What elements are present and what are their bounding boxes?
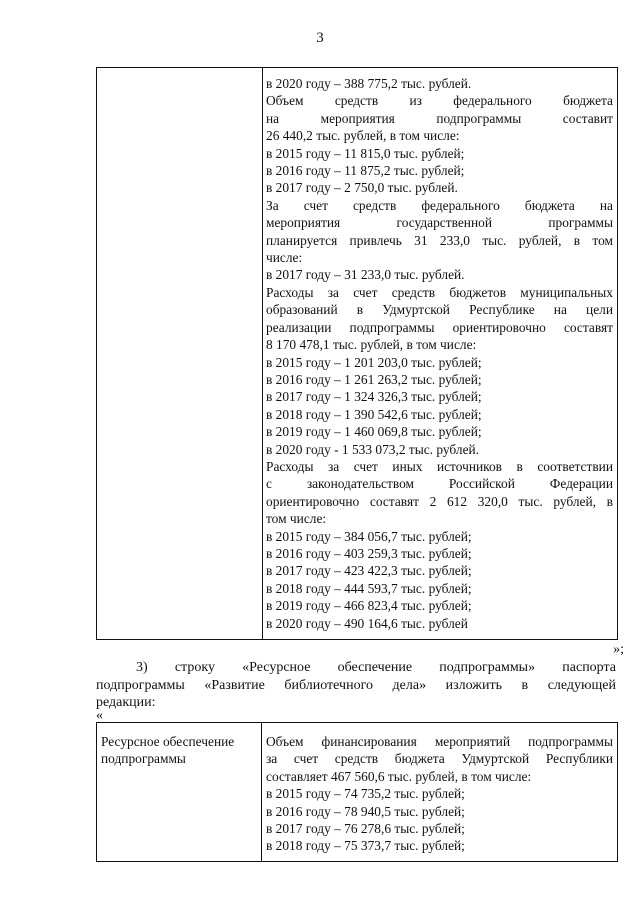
table-line: реализации подпрограммы ориентировочно составят: [266, 319, 613, 335]
table-line: мероприятия государственной программы: [266, 215, 613, 231]
closing-quote: »;: [613, 642, 624, 657]
table-line: в 2017 году – 31 233,0 тыс. рублей.: [266, 267, 465, 283]
table-line: Расходы за счет иных источников в соответствии: [266, 458, 613, 474]
table-line: 26 440,2 тыс. рублей, в том числе:: [266, 128, 460, 144]
row-label-line: Ресурсное обеспечение: [101, 734, 235, 749]
resource-provision-table: [96, 722, 618, 862]
table-line: с законодательством Российской Федерации: [266, 476, 613, 492]
amendment-paragraph: [96, 659, 616, 712]
table-left-cell-empty: [97, 68, 263, 639]
table-line: Объем финансирования мероприятий подпрограммы: [266, 734, 613, 749]
table-line: в 2015 году – 11 815,0 тыс. рублей;: [266, 145, 465, 161]
table-line: в 2016 году – 78 940,5 тыс. рублей;: [266, 803, 465, 819]
table-line: за счет средств бюджета Удмуртской Республики: [266, 751, 613, 767]
table-line: 8 170 478,1 тыс. рублей, в том числе:: [266, 337, 477, 353]
paragraph-line: редакции:: [96, 695, 156, 711]
paragraph-line: 3) строку «Ресурсное обеспечение подпрограммы» паспорта: [136, 660, 616, 675]
table-line: составляет 467 560,6 тыс. рублей, в том числе:: [266, 768, 532, 784]
opening-quote: «: [96, 708, 103, 723]
table-line: в 2018 году – 444 593,7 тыс. рублей;: [266, 580, 472, 596]
table-line: в 2017 году – 2 750,0 тыс. рублей.: [266, 180, 458, 196]
page-number: 3: [316, 30, 324, 46]
table-line: в 2017 году – 1 324 326,3 тыс. рублей;: [266, 389, 482, 405]
table-line: в 2017 году – 76 278,6 тыс. рублей;: [266, 821, 465, 837]
funding-table-continued: [96, 67, 618, 640]
table-line: в 2017 году – 423 422,3 тыс. рублей;: [266, 563, 472, 579]
table-line: Расходы за счет средств бюджетов муниципальных: [266, 284, 613, 300]
table-line: За счет средств федерального бюджета на: [266, 197, 613, 213]
table-left-cell: [97, 723, 262, 861]
table-line: в 2015 году – 74 735,2 тыс. рублей;: [266, 786, 465, 802]
table-line: в 2019 году – 466 823,4 тыс. рублей;: [266, 598, 472, 614]
table-line: в 2016 году – 11 875,2 тыс. рублей;: [266, 163, 465, 179]
table-line: образований в Удмуртской Республике на цели: [266, 302, 613, 318]
table-line: числе:: [266, 250, 303, 266]
row-label-line: подпрограммы: [101, 751, 186, 767]
paragraph-line: подпрограммы «Развитие библиотечного дела» изложить в следующей: [96, 677, 616, 693]
table-line: в 2018 году – 1 390 542,6 тыс. рублей;: [266, 406, 482, 422]
table-line: том числе:: [266, 511, 327, 527]
table-line: в 2016 году – 1 261 263,2 тыс. рублей;: [266, 371, 482, 387]
table-line: в 2015 году – 1 201 203,0 тыс. рублей;: [266, 354, 482, 370]
table-line: Объем средств из федерального бюджета: [266, 93, 613, 109]
table-line: на мероприятия подпрограммы составит: [266, 110, 613, 126]
table-line: в 2015 году – 384 056,7 тыс. рублей;: [266, 528, 472, 544]
table-line: в 2016 году – 403 259,3 тыс. рублей;: [266, 545, 472, 561]
table-line: в 2018 году – 75 373,7 тыс. рублей;: [266, 838, 465, 854]
table-line: ориентировочно составят 2 612 320,0 тыс. рублей, в: [266, 493, 613, 509]
table-line: в 2020 году – 490 164,6 тыс. рублей: [266, 615, 468, 631]
table-right-cell: [263, 68, 617, 632]
table-right-cell: [263, 723, 617, 855]
table-line: планируется привлечь 31 233,0 тыс. рублей, в том: [266, 232, 613, 248]
table-line: в 2019 году – 1 460 069,8 тыс. рублей;: [266, 424, 482, 440]
table-line: в 2020 году – 388 775,2 тыс. рублей.: [266, 76, 472, 91]
table-line: в 2020 году - 1 533 073,2 тыс. рублей.: [266, 441, 480, 457]
